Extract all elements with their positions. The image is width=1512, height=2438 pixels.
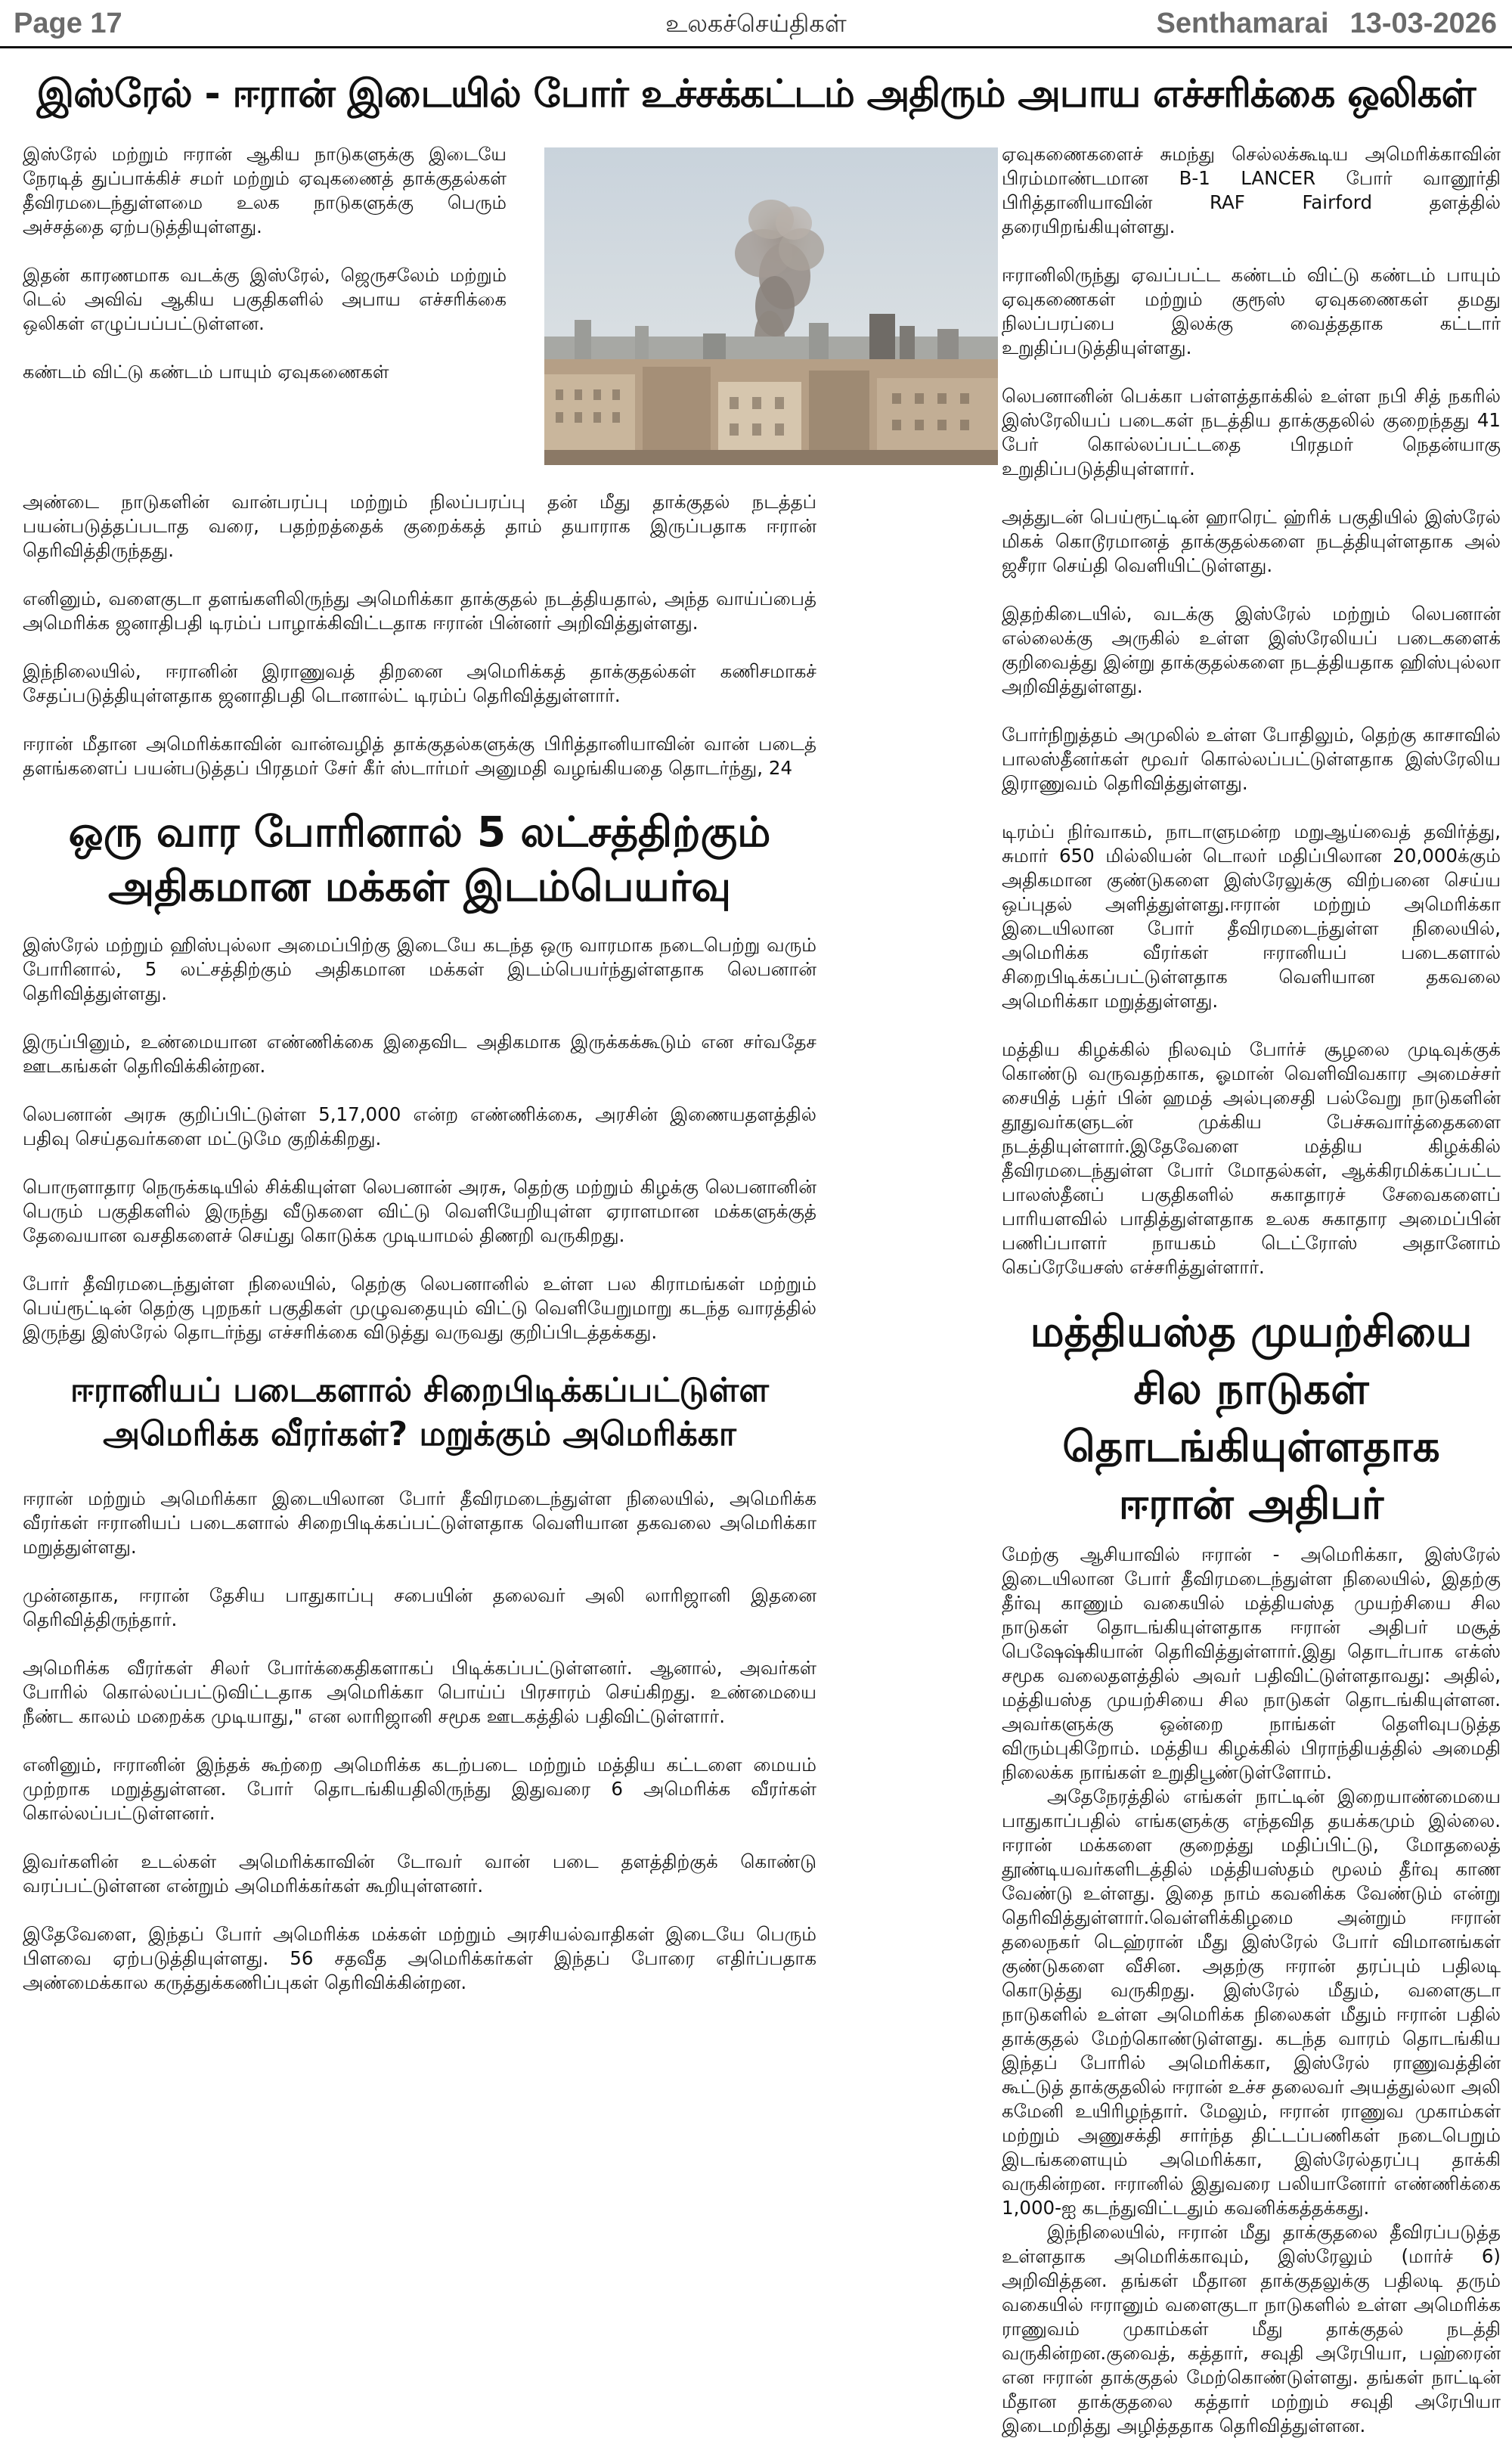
lead-paragraph: அண்டை நாடுகளின் வான்பரப்பு மற்றும் நிலப்பரப்பு தன் மீது தாக்குதல் நடத்தப் பயன்படுத்தப்படாத வரை, பதற்றத்தைக் குறைக்கத் தாம் தயாராக இருப்பதாக ஈரான் தெரிவித்திருந்தது. <box>23 491 816 561</box>
mediation-paragraph: மேற்கு ஆசியாவில் ஈரான் - அமெரிக்கா, இஸ்ரேல் இடையிலான போர் தீவிரமடைந்துள்ள நிலையில், இதற்கு தீர்வு காணும் வகையில் மத்தியஸ்த முயற்சியை சில நாடுகள் தொடங்கியுள்ளதாக ஈரான் அதிபர் மசூத் பெஷேஷ்கியான் தெரிவித்துள்ளார்.இது தொடர்பாக எக்ஸ் சமூக வலைதளத்தில் அவர் பதிவிட்டுள்ளதாவது: அதில், மத்தியஸ்த முயற்சியை சில நாடுகள் தொடங்கியுள்ளன. அவர்களுக்கு ஒன்றை நாங்கள் தெளிவுபடுத்த விரும்புகிறோம். மத்திய கிழக்கில் பிராந்தியத்தில் அமைதி நிலைக்க நாங்கள் உறுதிபூண்டுள்ளோம். <box>1002 1543 1501 1783</box>
lead-article-intro <box>23 142 507 410</box>
lead-subheading: கண்டம் விட்டு கண்டம் பாயும் ஏவுகணைகள் <box>23 361 389 383</box>
lead-paragraph: இதன் காரணமாக வடக்கு இஸ்ரேல், ஜெருசலேம் மற்றும் டெல் அவிவ் ஆகிய பகுதிகளில் அபாய எச்சரிக்கை ஒலிகள் எழுப்பப்பட்டுள்ளன. <box>23 265 507 334</box>
displacement-paragraph: போர் தீவிரமடைந்துள்ள நிலையில், தெற்கு லெபனானில் உள்ள பல கிராமங்கள் மற்றும் பெய்ரூட்டின் தெற்கு புறநகர் பகுதிகள் முழுவதையும் விட்டு வெளியேறுமாறு கடந்த வாரத்தில் இருந்து இஸ்ரேல் தொடர்ந்து எச்சரிக்கை விடுத்து வருவது குறிப்பிடத்தக்கது. <box>23 1273 816 1343</box>
masthead <box>0 0 1512 48</box>
continued-paragraph: லெபனானின் பெக்கா பள்ளத்தாக்கில் உள்ள நபி சித் நகரில் இஸ்ரேலியப் படைகள் நடத்திய தாக்குதலில் குறைந்தது 41 பேர் கொல்லப்பட்டதை பிரதமர் நெதன்யாகு உறுதிப்படுத்தியுள்ளார். <box>1002 385 1501 479</box>
prisoners-paragraph: முன்னதாக, ஈரான் தேசிய பாதுகாப்பு சபையின் தலைவர் அலி லாரிஜானி இதனை தெரிவித்திருந்தார். <box>23 1584 816 1630</box>
continued-paragraph: ஈரானிலிருந்து ஏவப்பட்ட கண்டம் விட்டு கண்டம் பாயும் ஏவுகணைகள் மற்றும் குரூஸ் ஏவுகணைகள் தமது நிலப்பரப்பை இலக்கு வைத்ததாக கட்டார் உறுதிப்படுத்தியுள்ளது. <box>1002 264 1501 358</box>
prisoners-paragraph: அமெரிக்க வீரர்கள் சிலர் போர்க்கைதிகளாகப் பிடிக்கப்பட்டுள்ளனர். ஆனால், அவர்கள் போரில் கொல்லப்பட்டுவிட்டதாக அமெரிக்கா பொய்ப் பிரசாரம் செய்கிறது. உண்மையை நீண்ட காலம் மறைக்க முடியாது," என லாரிஜானி சமூக ஊடகத்தில் பதிவிட்டுள்ளார். <box>23 1657 816 1727</box>
issue-date: 13-03-2026 <box>1349 8 1497 39</box>
city-smoke-photo <box>544 147 998 465</box>
displacement-paragraph: இஸ்ரேல் மற்றும் ஹிஸ்புல்லா அமைப்பிற்கு இடையே கடந்த ஒரு வாரமாக நடைபெற்று வரும் போரினால், 5 லட்சத்திற்கும் அதிகமான மக்கள் இடம்பெயர்ந்துள்ளதாக லெபனான் தெரிவித்துள்ளது. <box>23 934 816 1004</box>
prisoners-paragraph: இவர்களின் உடல்கள் அமெரிக்காவின் டோவர் வான் படை தளத்திற்குக் கொண்டு வரப்பட்டுள்ளன என்றும் அமெரிக்கர்கள் கூறியுள்ளனர். <box>23 1850 816 1897</box>
newspaper-name: Senthamarai <box>1156 8 1329 39</box>
continued-paragraph: அத்துடன் பெய்ரூட்டின் ஹாரெட் ஹ்ரிக் பகுதியில் இஸ்ரேல் மிகக் கொடூரமானத் தாக்குதல்களை நடத்தியுள்ளதாக அல் ஜசீரா செய்தி வெளியிட்டுள்ளது. <box>1002 506 1501 576</box>
prisoners-paragraph: எனினும், ஈரானின் இந்தக் கூற்றை அமெரிக்க கடற்படை மற்றும் மத்திய கட்டளை மையம் முற்றாக மறுத்துள்ளன. போர் தொடங்கியதிலிருந்து இதுவரை 6 அமெரிக்க வீரர்கள் கொல்லப்பட்டுள்ளனர். <box>23 1754 816 1824</box>
continued-paragraph: ஏவுகணைகளைச் சுமந்து செல்லக்கூடிய அமெரிக்காவின் பிரம்மாண்டமான B-1 LANCER போர் வானூர்தி பிரித்தானியாவின் RAF Fairford தளத்தில் தரையிறங்கியுள்ளது. <box>1002 143 1501 237</box>
continued-paragraph: இதற்கிடையில், வடக்கு இஸ்ரேல் மற்றும் லெபனான் எல்லைக்கு அருகில் உள்ள இஸ்ரேலியப் படைகளைக் குறிவைத்து இன்று தாக்குதல்களை நடத்தியதாக ஹிஸ்புல்லா அறிவித்துள்ளது. <box>1002 603 1501 697</box>
displacement-headline: ஒரு வார போரினால் 5 லட்சத்திற்கும் அதிகமான மக்கள் இடம்பெயர்வு <box>68 808 771 910</box>
main-headline: இஸ்ரேல் - ஈரான் இடையில் போர் உச்சக்கட்டம் அதிரும் அபாய எச்சரிக்கை ஒலிகள் <box>36 72 1476 116</box>
prisoners-paragraph: ஈரான் மற்றும் அமெரிக்கா இடையிலான போர் தீவிரமடைந்துள்ள நிலையில், அமெரிக்க வீரர்கள் ஈரானியப் படைகளால் சிறைபிடிக்கப்பட்டுள்ளதாக வெளியான தகவலை அமெரிக்கா மறுத்துள்ளது. <box>23 1487 816 1558</box>
continued-paragraph: டிரம்ப் நிர்வாகம், நாடாளுமன்ற மறுஆய்வைத் தவிர்த்து, சுமார் 650 மில்லியன் டொலர் மதிப்பிலான 20,000க்கும் அதிகமான குண்டுகளை இஸ்ரேலுக்கு விற்பனை செய்ய ஒப்புதல் அளித்துள்ளது.ஈரான் மற்றும் அமெரிக்கா இடையிலான போர் தீவிரமடைந்துள்ள நிலையில், அமெரிக்க வீரர்கள் ஈரானியப் படைகளால் சிறைபிடிக்கப்பட்டுள்ளதாக வெளியான தகவலை அமெரிக்கா மறுத்துள்ளது. <box>1002 820 1501 1012</box>
displacement-paragraph: பொருளாதார நெருக்கடியில் சிக்கியுள்ள லெபனான் அரசு, தெற்கு மற்றும் கிழக்கு லெபனானின் பெரும் பகுதிகளில் இருந்து வீடுகளை விட்டு வெளியேறியுள்ள ஏராளமான மக்களுக்குத் தேவையான வசதிகளைச் செய்து கொடுக்க முடியாமல் திணறி வருகிறது. <box>23 1176 816 1246</box>
page-number: Page 17 <box>14 8 122 39</box>
lead-paragraph: எனினும், வளைகுடா தளங்களிலிருந்து அமெரிக்கா தாக்குதல் நடத்தியதால், அந்த வாய்ப்பைத் அமெரிக்க ஜனாதிபதி டிரம்ப் பாழாக்கிவிட்டதாக ஈரான் பின்னர் அறிவித்துள்ளது. <box>23 588 816 634</box>
displacement-paragraph: லெபனான் அரசு குறிப்பிட்டுள்ள 5,17,000 என்ற எண்ணிக்கை, அரசின் இணையதளத்தில் பதிவு செய்தவர்களை மட்டுமே குறிக்கிறது. <box>23 1103 816 1149</box>
left-column <box>23 490 816 2019</box>
mediation-paragraph: அதேநேரத்தில் எங்கள் நாட்டின் இறையாண்மையை பாதுகாப்பதில் எங்களுக்கு எந்தவித தயக்கமும் இல்லை. ஈரான் மக்களை குறைத்து மதிப்பிட்டு, மோதலைத் தூண்டியவர்களிடத்தில் மத்தியஸ்தம் மூலம் தீர்வு காண வேண்டு உள்ளது. இதை நாம் கவனிக்க வேண்டும் என்று தெரிவித்துள்ளார்.வெள்ளிக்கிழமை அன்றும் ஈரான் தலைநகர் டெஹ்ரான் மீது இஸ்ரேல் போர் விமானங்கள் குண்டுகளை வீசின. அதற்கு ஈரான் தரப்பும் பதிலடி கொடுத்து வருகிறது. இஸ்ரேல் மீதும், வளைகுடா நாடுகளில் உள்ள அமெரிக்க நிலைகள் மீதும் ஈரான் பதில் தாக்குதல் மேற்கொண்டுள்ளது. கடந்த வாரம் தொடங்கிய இந்தப் போரில் அமெரிக்கா, இஸ்ரேல் ராணுவத்தின் கூட்டுத் தாக்குதலில் ஈரான் உச்ச தலைவர் அயத்துல்லா அலி கமேனி உயிரிழந்தார். மேலும், ஈரான் ராணுவ முகாம்கள் மற்றும் அணுசக்தி சார்ந்த திட்டப்பணிகள் நடைபெறும் இடங்களையும் அமெரிக்கா, இஸ்ரேல்தரப்பு தாக்கி வருகின்றன. ஈரானில் இதுவரை பலியானோர் எண்ணிக்கை 1,000-ஐ கடந்துவிட்டதும் கவனிக்கத்தக்கது. <box>1002 1785 1501 2219</box>
right-column <box>1002 142 1501 2438</box>
prisoners-headline: ஈரானியப் படைகளால் சிறைபிடிக்கப்பட்டுள்ள அமெரிக்க வீரர்கள்? மறுக்கும் அமெரிக்கா <box>70 1371 769 1453</box>
continued-paragraph: மத்திய கிழக்கில் நிலவும் போர்ச் சூழலை முடிவுக்குக் கொண்டு வருவதற்காக, ஓமான் வெளிவிவகார அமைச்சர் சையித் பத்ர் பின் ஹமத் அல்புசைதி பல்வேறு நாடுகளின் தூதுவர்களுடன் முக்கிய பேச்சுவார்த்தைகளை நடத்தியுள்ளார்.இதேவேளை மத்திய கிழக்கில் தீவிரமடைந்துள்ள போர் மோதல்கள், ஆக்கிரமிக்கப்பட்ட பாலஸ்தீனப் பகுதிகளில் சுகாதாரச் சேவைகளைப் பாரியளவில் பாதித்துள்ளதாக உலக சுகாதார அமைப்பின் பணிப்பாளர் நாயகம் டெட்ரோஸ் அதானோம் கெப்ரேயேசஸ் எச்சரித்துள்ளார். <box>1002 1038 1501 1278</box>
mediation-body <box>1002 1543 1501 2438</box>
mediation-headline: மத்தியஸ்த முயற்சியை சில நாடுகள் தொடங்கியுள்ளதாக ஈரான் அதிபர் <box>1030 1307 1473 1529</box>
lead-paragraph: ஈரான் மீதான அமெரிக்காவின் வான்வழித் தாக்குதல்களுக்கு பிரித்தானியாவின் வான் படைத் தளங்களைப் பயன்படுத்தப் பிரதமர் சேர் கீர் ஸ்டார்மர் அனுமதி வழங்கியதை தொடர்ந்து, 24 <box>23 733 816 779</box>
section-title: உலகச்செய்திகள் <box>665 9 847 38</box>
continued-paragraph: போர்நிறுத்தம் அமுலில் உள்ள போதிலும், தெற்கு காசாவில் பாலஸ்தீனர்கள் மூவர் கொல்லப்பட்டுள்ளதாக இஸ்ரேலிய இராணுவம் தெரிவித்துள்ளது. <box>1002 724 1501 794</box>
mediation-paragraph: இந்நிலையில், ஈரான் மீது தாக்குதலை தீவிரப்படுத்த உள்ளதாக அமெரிக்காவும், இஸ்ரேலும் (மார்ச் 6) அறிவித்தன. தங்கள் மீதான தாக்குதலுக்கு பதிலடி தரும் வகையில் ஈரானும் வளைகுடா நாடுகளில் உள்ள அமெரிக்க ராணுவம் முகாம்கள் மீது தாக்குதல் நடத்தி வருகின்றன.குவைத், கத்தார், சவுதி அரேபியா, பஹ்ரைன் என ஈரான் தாக்குதல் மேற்கொண்டுள்ளது. தங்கள் நாட்டின் மீதான தாக்குதலை கத்தார் மற்றும் சவுதி அரேபியா இடைமறித்து அழித்ததாக தெரிவித்துள்ளன. <box>1002 2221 1501 2436</box>
masthead-right <box>1157 8 1497 40</box>
lead-paragraph: இந்நிலையில், ஈரானின் இராணுவத் திறனை அமெரிக்கத் தாக்குதல்கள் கணிசமாகச் சேதப்படுத்தியுள்ளதாக ஜனாதிபதி டொனால்ட் டிரம்ப் தெரிவித்துள்ளார். <box>23 660 816 706</box>
lead-paragraph: இஸ்ரேல் மற்றும் ஈரான் ஆகிய நாடுகளுக்கு இடையே நேரடித் துப்பாக்கிச் சமர் மற்றும் ஏவுகணைத் தாக்குதல்கள் தீவிரமடைந்துள்ளமை உலக நாடுகளுக்கு பெரும் அச்சத்தை ஏற்படுத்தியுள்ளது. <box>23 144 507 237</box>
prisoners-paragraph: இதேவேளை, இந்தப் போர் அமெரிக்க மக்கள் மற்றும் அரசியல்வாதிகள் இடையே பெரும் பிளவை ஏற்படுத்தியுள்ளது. 56 சதவீத அமெரிக்கர்கள் இந்தப் போரை எதிர்ப்பதாக அண்மைக்கால கருத்துக்கணிப்புகள் தெரிவிக்கின்றன. <box>23 1923 816 1993</box>
displacement-paragraph: இருப்பினும், உண்மையான எண்ணிக்கை இதைவிட அதிகமாக இருக்கக்கூடும் என சர்வதேச ஊடகங்கள் தெரிவிக்கின்றன. <box>23 1031 816 1077</box>
